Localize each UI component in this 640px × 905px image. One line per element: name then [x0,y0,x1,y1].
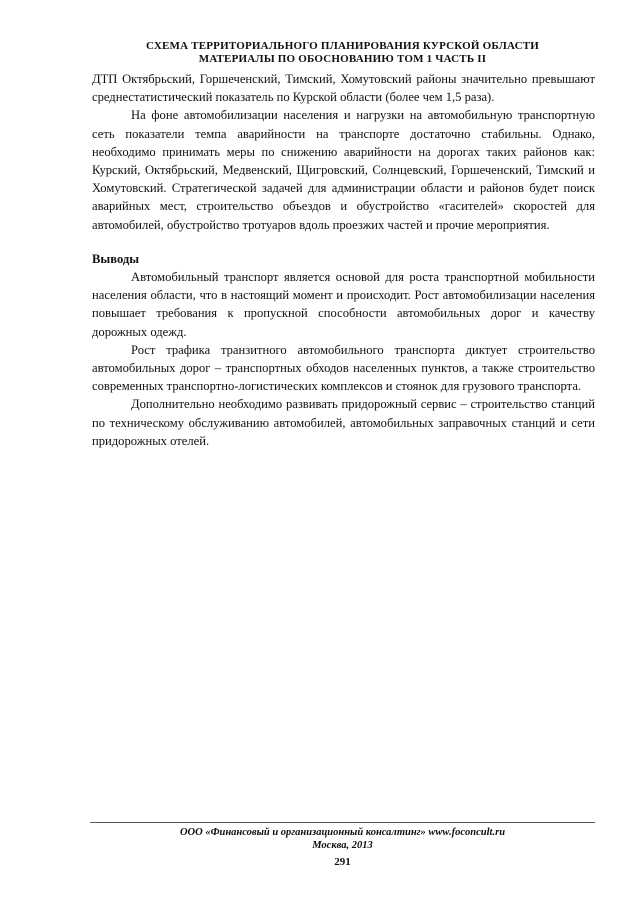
body-paragraph: ДТП Октябрьский, Горшеченский, Тимский, Хомутовский районы значительно превышают среднестатистический показатель по Курской области (более чем 1,5 раза). [92,72,595,105]
footer-divider [90,822,595,823]
body-paragraph: Рост трафика транзитного автомобильного транспорта диктует строительство автомобильных дорог – транспортных обходов населенных пунктов, а также строительство современных транспортно-логистических комплексов и стоянок для грузового транспорта. [92,342,595,394]
page-number: 291 [334,856,351,868]
document-header-title: СХЕМА ТЕРРИТОРИАЛЬНОГО ПЛАНИРОВАНИЯ КУРСКОЙ ОБЛАСТИ [145,40,540,52]
document-body [92,70,595,450]
body-paragraph: Дополнительно необходимо развивать придорожный сервис – строительство станций по техническому обслуживанию автомобилей, автомобильных заправочных станций и сети придорожных отелей. [92,397,595,448]
footer-city-year: Москва, 2013 [312,840,373,851]
section-heading-conclusions: Выводы [92,251,140,266]
body-paragraph: На фоне автомобилизации населения и нагрузки на автомобильную транспортную сеть показатели темпа аварийности на транспорте достаточно стабильны. Однако, необходимо принимать меры по снижению аварийности на дорогах таких районов как: Курский, Октябрьский, Медвенский, Щигровский, Солнцевский, Горшеченский, Тимский и Хомутовский. Стратегической задачей для администрации области и районов будет поиск аварийных мест, строительство объездов и обустройство «гасителей» скоростей для автомобилей, обустройство тротуаров вдоль проезжих частей и прочие мероприятия. [92,108,595,232]
document-header-subtitle: МАТЕРИАЛЫ ПО ОБОСНОВАНИЮ ТОМ 1 ЧАСТЬ II [198,53,487,65]
body-paragraph: Автомобильный транспорт является основой для роста транспортной мобильности населения области, что в настоящий момент и происходит. Рост автомобилизации населения повышает требования к пропускной способности автомобильных дорог и качеству дорожных одежд. [92,270,595,339]
footer-company: ООО «Финансовый и организационный консалтинг» www.foconcult.ru [179,827,506,838]
